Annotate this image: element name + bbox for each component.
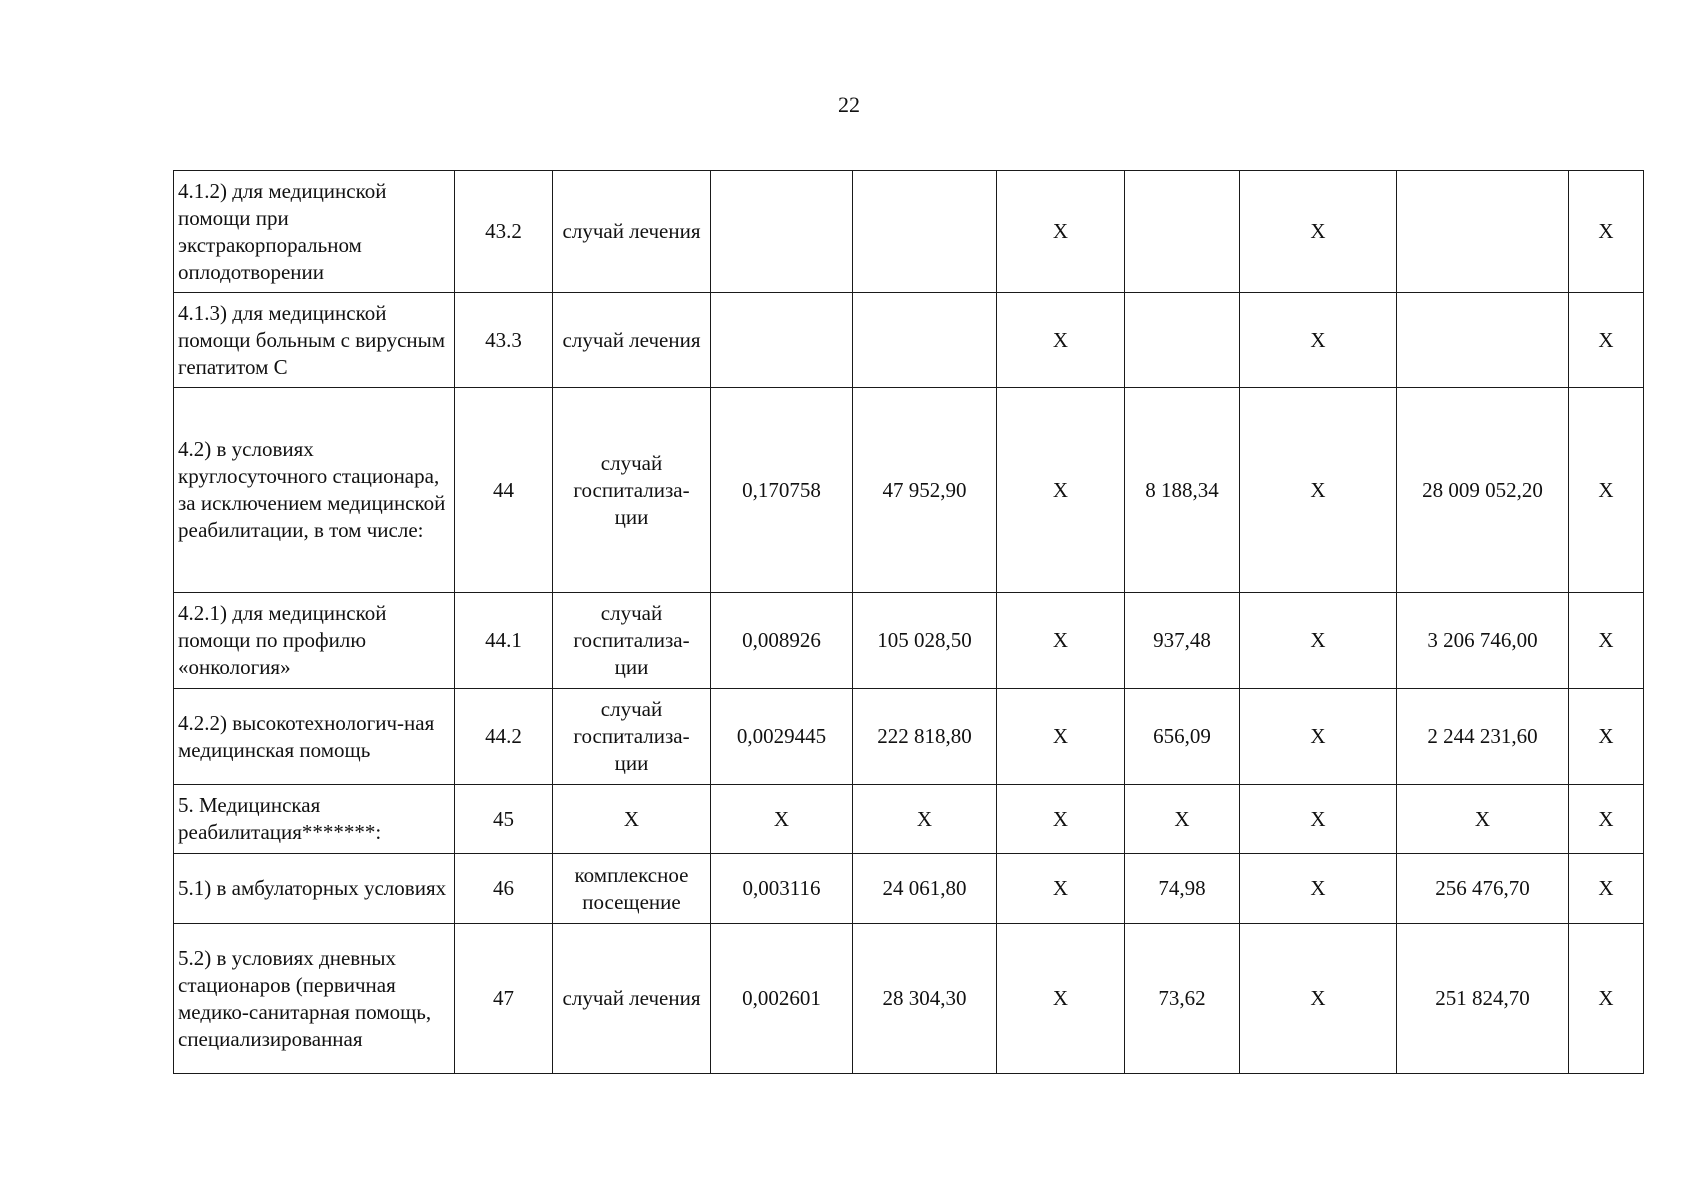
- row-name: 4.1.2) для медицинской помощи при экстракорпоральном оплодотворении: [174, 171, 455, 293]
- cell-c5: 222 818,80: [853, 689, 997, 785]
- cell-c9: 256 476,70: [1397, 854, 1569, 924]
- tariff-table: [173, 170, 1644, 1074]
- cell-c6: X: [997, 293, 1125, 388]
- cell-c7: 73,62: [1125, 924, 1240, 1074]
- cell-c4: 0,0029445: [711, 689, 853, 785]
- cell-c8: X: [1240, 689, 1397, 785]
- cell-c4: 0,002601: [711, 924, 853, 1074]
- cell-c10: X: [1569, 593, 1644, 689]
- cell-c10: X: [1569, 689, 1644, 785]
- cell-c10: X: [1569, 924, 1644, 1074]
- cell-c5: [853, 293, 997, 388]
- table-row: [174, 171, 1644, 293]
- row-number: 46: [455, 854, 553, 924]
- cell-c8: X: [1240, 293, 1397, 388]
- cell-c8: X: [1240, 924, 1397, 1074]
- row-unit: X: [553, 785, 711, 854]
- cell-c6: X: [997, 388, 1125, 593]
- cell-c5: 105 028,50: [853, 593, 997, 689]
- cell-c5: 24 061,80: [853, 854, 997, 924]
- cell-c5: 28 304,30: [853, 924, 997, 1074]
- cell-c7: 74,98: [1125, 854, 1240, 924]
- row-unit: случай лечения: [553, 171, 711, 293]
- cell-c6: X: [997, 171, 1125, 293]
- row-number: 44.1: [455, 593, 553, 689]
- cell-c4: X: [711, 785, 853, 854]
- cell-c4: 0,003116: [711, 854, 853, 924]
- cell-c9: 2 244 231,60: [1397, 689, 1569, 785]
- table-row: [174, 593, 1644, 689]
- cell-c10: X: [1569, 171, 1644, 293]
- cell-c4: [711, 293, 853, 388]
- row-unit: случай госпитализа-ции: [553, 388, 711, 593]
- row-number: 43.3: [455, 293, 553, 388]
- table-row: [174, 785, 1644, 854]
- table-row: [174, 293, 1644, 388]
- cell-c10: X: [1569, 388, 1644, 593]
- cell-c9: 251 824,70: [1397, 924, 1569, 1074]
- row-unit: комплексное посещение: [553, 854, 711, 924]
- row-number: 45: [455, 785, 553, 854]
- row-unit: случай лечения: [553, 924, 711, 1074]
- row-name: 4.2.2) высокотехнологич-ная медицинская помощь: [174, 689, 455, 785]
- cell-c6: X: [997, 785, 1125, 854]
- cell-c10: X: [1569, 293, 1644, 388]
- cell-c10: X: [1569, 854, 1644, 924]
- row-number: 44.2: [455, 689, 553, 785]
- cell-c6: X: [997, 854, 1125, 924]
- row-name: 5.1) в амбулаторных условиях: [174, 854, 455, 924]
- cell-c6: X: [997, 689, 1125, 785]
- cell-c4: 0,008926: [711, 593, 853, 689]
- cell-c10: X: [1569, 785, 1644, 854]
- cell-c9: X: [1397, 785, 1569, 854]
- cell-c7: 937,48: [1125, 593, 1240, 689]
- cell-c8: X: [1240, 388, 1397, 593]
- cell-c7: [1125, 171, 1240, 293]
- cell-c5: X: [853, 785, 997, 854]
- row-number: 44: [455, 388, 553, 593]
- row-name: 4.2.1) для медицинской помощи по профилю «онкология»: [174, 593, 455, 689]
- row-number: 43.2: [455, 171, 553, 293]
- cell-c9: 3 206 746,00: [1397, 593, 1569, 689]
- cell-c7: 656,09: [1125, 689, 1240, 785]
- row-name: 5.2) в условиях дневных стационаров (первичная медико-санитарная помощь, специализированная: [174, 924, 455, 1074]
- cell-c6: X: [997, 593, 1125, 689]
- table-row: [174, 388, 1644, 593]
- cell-c7: X: [1125, 785, 1240, 854]
- cell-c8: X: [1240, 593, 1397, 689]
- row-name: 4.2) в условиях круглосуточного стационара, за исключением медицинской реабилитации, в том числе:: [174, 388, 455, 593]
- cell-c9: 28 009 052,20: [1397, 388, 1569, 593]
- row-unit: случай госпитализа-ции: [553, 689, 711, 785]
- row-name: 4.1.3) для медицинской помощи больным с вирусным гепатитом С: [174, 293, 455, 388]
- table-row: [174, 854, 1644, 924]
- cell-c7: 8 188,34: [1125, 388, 1240, 593]
- cell-c5: [853, 171, 997, 293]
- row-name: 5. Медицинская реабилитация*******:: [174, 785, 455, 854]
- cell-c8: X: [1240, 171, 1397, 293]
- cell-c5: 47 952,90: [853, 388, 997, 593]
- table-row: [174, 689, 1644, 785]
- cell-c8: X: [1240, 785, 1397, 854]
- row-number: 47: [455, 924, 553, 1074]
- cell-c7: [1125, 293, 1240, 388]
- row-unit: случай лечения: [553, 293, 711, 388]
- cell-c4: 0,170758: [711, 388, 853, 593]
- row-unit: случай госпитализа-ции: [553, 593, 711, 689]
- cell-c9: [1397, 293, 1569, 388]
- page-number: 22: [838, 92, 860, 117]
- table-row: [174, 924, 1644, 1074]
- cell-c9: [1397, 171, 1569, 293]
- cell-c6: X: [997, 924, 1125, 1074]
- cell-c8: X: [1240, 854, 1397, 924]
- cell-c4: [711, 171, 853, 293]
